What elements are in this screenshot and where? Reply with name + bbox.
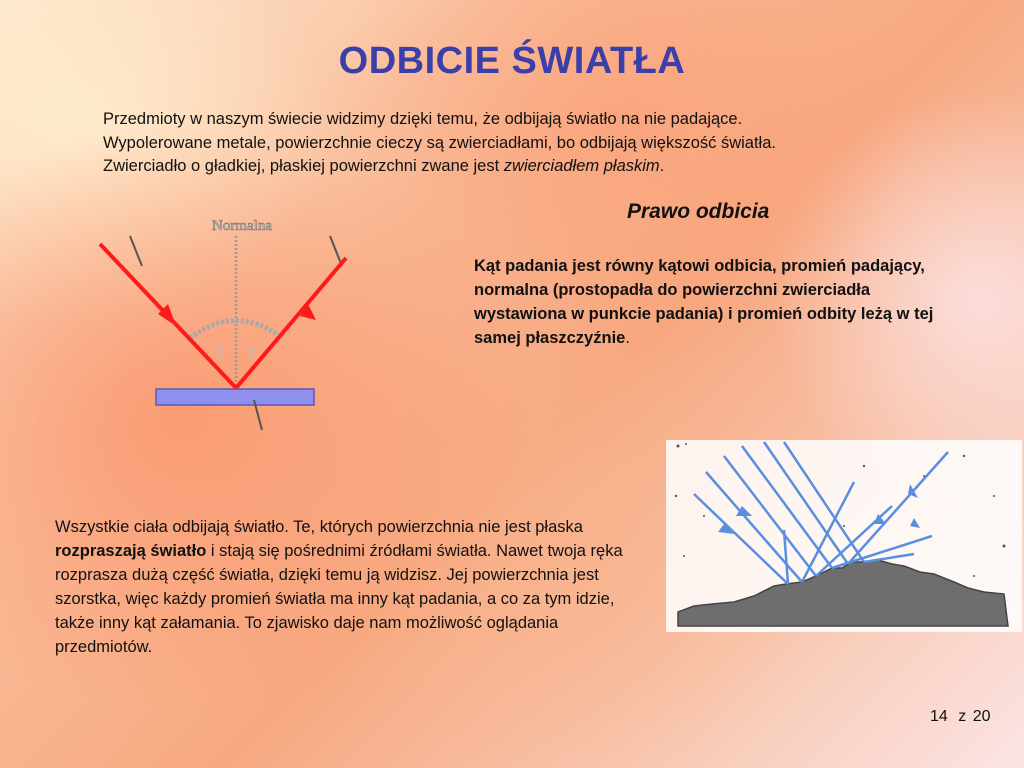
angle-r-label: r xyxy=(248,340,256,365)
diffuse-reflection-diagram xyxy=(664,436,1024,636)
law-text-end: . xyxy=(625,329,630,347)
incident-ray-tick xyxy=(130,236,142,266)
law-text xyxy=(474,254,944,350)
scatter-text-after: i stają się pośrednimi źródłami światła. Nawet twoja ręka rozprasza dużą część światła, dzięki temu ją widzisz. Jej powierzchnia jest szorstka, więc każdy promień światła ma inny kąt padania, a co za tym idzie, także inny kąt załamania. To zjawisko daje nam możliwość oglądania przedmiotów. xyxy=(55,542,623,656)
intro-paragraph xyxy=(103,108,923,179)
reflected-ray-tick xyxy=(330,236,342,266)
intro-line-1: Przedmioty w naszym świecie widzimy dzięki temu, że odbijają światło na nie padające. xyxy=(103,110,743,128)
page-total: 20 xyxy=(972,708,991,725)
reflection-diagram xyxy=(92,208,352,438)
law-text-body: Kąt padania jest równy kątowi odbicia, promień padający, normalna (prostopadła do powierzchni zwierciadła wystawiona w punkcie padania) i promień odbity leżą w tej samej płaszczyźnie xyxy=(474,257,934,347)
slide-title: ODBICIE ŚWIATŁA xyxy=(338,40,686,82)
intro-line-3 xyxy=(103,155,923,179)
scatter-text-before: Wszystkie ciała odbijają światło. Te, których powierzchnia nie jest płaska xyxy=(55,518,583,536)
page-current: 14 xyxy=(930,708,948,725)
scatter-paragraph xyxy=(55,515,645,659)
law-heading: Prawo odbicia xyxy=(627,200,770,223)
scatter-text-bold: rozpraszają światło xyxy=(55,542,207,560)
intro-line-3-prefix: Zwierciadło o gładkiej, płaskiej powierzchni zwane jest xyxy=(103,157,504,175)
angle-i-label: i xyxy=(216,340,224,365)
normal-label: Normalna xyxy=(212,218,272,234)
intro-italic-term: zwierciadłem płaskim xyxy=(503,157,660,175)
intro-line-3-suffix: . xyxy=(659,157,665,175)
plane-mirror xyxy=(156,389,314,405)
page-indicator xyxy=(930,708,997,726)
page-separator: z xyxy=(958,708,967,725)
intro-line-2: Wypolerowane metale, powierzchnie cieczy są zwierciadłami, bo odbijają większość światła. xyxy=(103,133,776,152)
